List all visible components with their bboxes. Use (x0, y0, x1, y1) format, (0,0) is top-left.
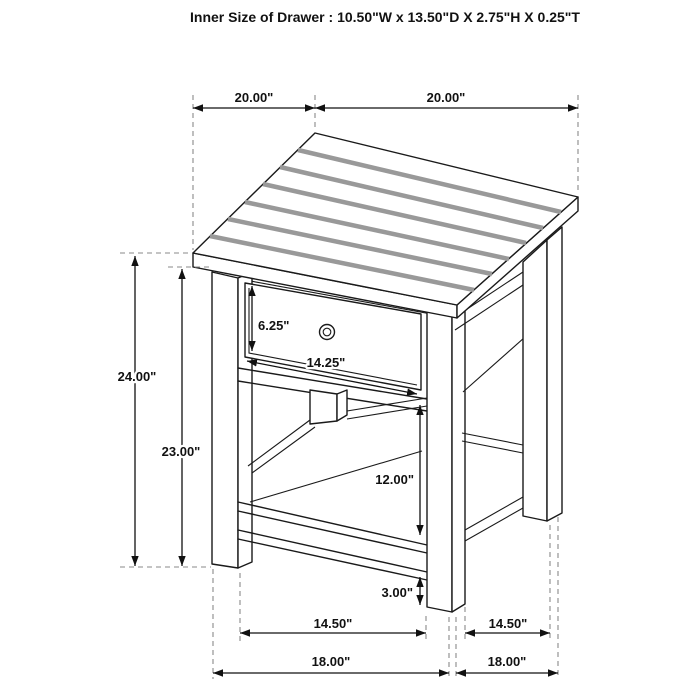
dim-label-base-width: 18.00" (311, 654, 351, 669)
dim-label-opening-width: 14.25" (306, 355, 346, 370)
dimension-base-width (213, 654, 449, 673)
dimension-top-depth (315, 90, 578, 108)
dim-label-foot-height: 3.00" (381, 585, 413, 600)
right-stretcher (465, 497, 523, 541)
right-leg-front (523, 240, 547, 521)
front-stretcher-bottom (238, 539, 427, 580)
dim-label-top-depth: 20.00" (426, 90, 466, 105)
front-leg-side (452, 307, 465, 612)
back-rail (347, 398, 427, 419)
right-shelf-edge (462, 433, 523, 453)
shelf-front-edge (238, 502, 427, 545)
dim-label-shelf-clearance: 12.00" (375, 472, 414, 487)
left-inner-rail (248, 420, 315, 473)
dimension-base-inner-width (240, 616, 426, 633)
dim-label-base-depth: 18.00" (487, 654, 527, 669)
dim-label-drawer-height: 6.25" (258, 318, 290, 333)
dim-label-base-inner-width: 14.50" (313, 616, 353, 631)
dimension-foot-height (382, 577, 420, 605)
back-leg-side (337, 390, 347, 421)
dimension-top-width (193, 90, 315, 108)
page-title: Inner Size of Drawer : 10.50"W x 13.50"D X 2.75"H X 0.25"T (190, 9, 580, 25)
drawer-knob-icon (320, 325, 335, 340)
right-leg-side (547, 227, 562, 521)
front-stretcher-top (238, 530, 427, 572)
dimension-overall-height (118, 256, 157, 566)
front-leg-front (427, 309, 452, 612)
back-leg-front (310, 390, 337, 424)
dimension-underside-height (162, 269, 201, 566)
dimension-shelf-clearance (375, 405, 420, 535)
dim-label-top-width: 20.00" (234, 90, 274, 105)
shelf-front-thickness (238, 511, 427, 553)
dim-label-overall-height: 24.00" (117, 369, 157, 384)
left-leg-front (212, 272, 238, 568)
dimension-base-inner-depth (465, 616, 550, 633)
dim-label-underside-height: 23.00" (161, 444, 201, 459)
dim-label-base-inner-depth: 14.50" (488, 616, 528, 631)
dimension-base-depth (456, 654, 558, 673)
